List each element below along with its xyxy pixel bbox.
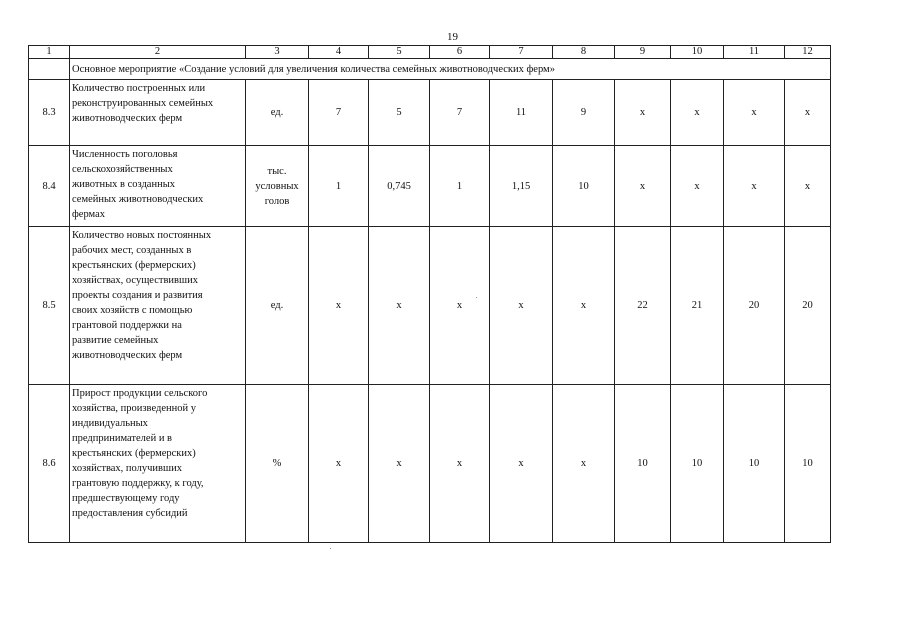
value-cell: x xyxy=(309,385,369,543)
value-cell: x xyxy=(309,227,369,385)
indicator-name-line: крестьянских (фермерских) xyxy=(72,260,196,271)
indicator-name-line: Количество новых постоянных xyxy=(72,230,212,241)
header-cell: 12 xyxy=(785,46,831,59)
unit-cell xyxy=(246,80,309,146)
table-row xyxy=(29,385,831,543)
value-cell: 20 xyxy=(785,227,831,385)
indicator-name-line: хозяйствах, осуществивших xyxy=(72,275,198,286)
indicator-name-line: животных в созданных xyxy=(72,179,176,190)
value-cell: 10 xyxy=(615,385,671,543)
value-cell: 1 xyxy=(430,146,490,227)
row-number: 8.5 xyxy=(29,227,70,385)
unit-cell xyxy=(246,227,309,385)
value-cell: x xyxy=(615,80,671,146)
header-cell: 4 xyxy=(309,46,369,59)
indicator-name-line: Численность поголовья xyxy=(72,149,178,160)
header-cell: 2 xyxy=(70,46,246,59)
indicator-name-line: хозяйствах, получивших xyxy=(72,463,182,474)
indicator-name-line: грантовой поддержки на xyxy=(72,320,182,331)
value-cell: 20 xyxy=(724,227,785,385)
value-cell: x xyxy=(785,80,831,146)
section-row xyxy=(29,59,831,80)
value-cell: x xyxy=(553,227,615,385)
value-cell: x xyxy=(430,385,490,543)
section-title: Основное мероприятие «Создание условий для увеличения количества семейных животноводческих ферм» xyxy=(70,59,831,80)
value-cell: 7 xyxy=(430,80,490,146)
header-cell: 10 xyxy=(671,46,724,59)
value-cell: 5 xyxy=(369,80,430,146)
unit-line: ед. xyxy=(270,107,284,118)
indicator-name-line: проекты создания и развития xyxy=(72,290,203,301)
value-cell: x xyxy=(490,227,553,385)
unit-cell xyxy=(246,146,309,227)
header-cell: 1 xyxy=(29,46,70,59)
unit-line: ед. xyxy=(270,300,284,311)
header-cell: 11 xyxy=(724,46,785,59)
value-cell: 10 xyxy=(671,385,724,543)
value-cell: x xyxy=(785,146,831,227)
value-cell: 21 xyxy=(671,227,724,385)
header-cell: 5 xyxy=(369,46,430,59)
header-cell: 8 xyxy=(553,46,615,59)
indicator-name-line: рабочих мест, созданных в xyxy=(72,245,192,256)
value-cell: x xyxy=(671,146,724,227)
indicator-name-line: развитие семейных xyxy=(72,335,159,346)
indicator-name-line: предшествующему году xyxy=(72,493,180,504)
value-cell: 0,745 xyxy=(369,146,430,227)
indicator-name-line: предоставления субсидий xyxy=(72,508,188,519)
value-cell: x xyxy=(490,385,553,543)
header-cell: 6 xyxy=(430,46,490,59)
table-row xyxy=(29,80,831,146)
value-cell: x xyxy=(553,385,615,543)
table-row xyxy=(29,146,831,227)
value-cell: 11 xyxy=(490,80,553,146)
header-cell: 3 xyxy=(246,46,309,59)
value-cell: 10 xyxy=(724,385,785,543)
row-number: 8.4 xyxy=(29,146,70,227)
indicator-name-line: Прирост продукции сельского xyxy=(72,388,208,399)
indicator-name-line: своих хозяйств с помощью xyxy=(72,305,193,316)
unit-line: тыс. xyxy=(267,165,287,177)
indicator-name-line: фермах xyxy=(72,209,106,220)
value-cell: x xyxy=(671,80,724,146)
indicator-name-line: реконструированных семейных xyxy=(72,98,214,109)
indicator-name-line: предпринимателей и в xyxy=(72,433,173,444)
indicator-name-line: крестьянских (фермерских) xyxy=(72,448,196,459)
header-cell: 7 xyxy=(490,46,553,59)
unit-line: % xyxy=(272,458,282,469)
indicator-name xyxy=(70,80,246,146)
unit-cell xyxy=(246,385,309,543)
column-number-row xyxy=(29,46,831,59)
value-cell: 9 xyxy=(553,80,615,146)
indicator-name-line: индивидуальных xyxy=(72,418,148,429)
value-cell: 10 xyxy=(553,146,615,227)
indicator-name-line: Количество построенных или xyxy=(72,83,206,94)
indicator-name-line: хозяйства, произведенной у xyxy=(72,403,196,414)
unit-line: голов xyxy=(264,195,290,207)
scan-speck xyxy=(330,548,331,549)
value-cell: x xyxy=(369,385,430,543)
indicator-name xyxy=(70,227,246,385)
indicator-name-line: семейных животноводческих xyxy=(72,194,204,205)
row-number: 8.6 xyxy=(29,385,70,543)
value-cell: x xyxy=(369,227,430,385)
indicator-name xyxy=(70,146,246,227)
value-cell: x xyxy=(724,80,785,146)
value-cell: x xyxy=(724,146,785,227)
row-number: 8.3 xyxy=(29,80,70,146)
indicator-name-line: животноводческих ферм xyxy=(72,113,183,124)
value-cell: 1,15 xyxy=(490,146,553,227)
unit-line: условных xyxy=(255,180,299,192)
scan-speck xyxy=(476,297,477,298)
table-row xyxy=(29,227,831,385)
value-cell: 1 xyxy=(309,146,369,227)
indicator-name-line: грантовую поддержку, к году, xyxy=(72,478,204,489)
section-empty-cell xyxy=(29,59,70,80)
value-cell: 22 xyxy=(615,227,671,385)
header-cell: 9 xyxy=(615,46,671,59)
indicator-name-line: сельскохозяйственных xyxy=(72,164,173,175)
value-cell: 10 xyxy=(785,385,831,543)
value-cell: 7 xyxy=(309,80,369,146)
indicator-name xyxy=(70,385,246,543)
indicator-name-line: животноводческих ферм xyxy=(72,350,183,361)
value-cell: x xyxy=(430,227,490,385)
page-number: 19 xyxy=(447,31,458,43)
indicators-table xyxy=(28,45,831,543)
value-cell: x xyxy=(615,146,671,227)
